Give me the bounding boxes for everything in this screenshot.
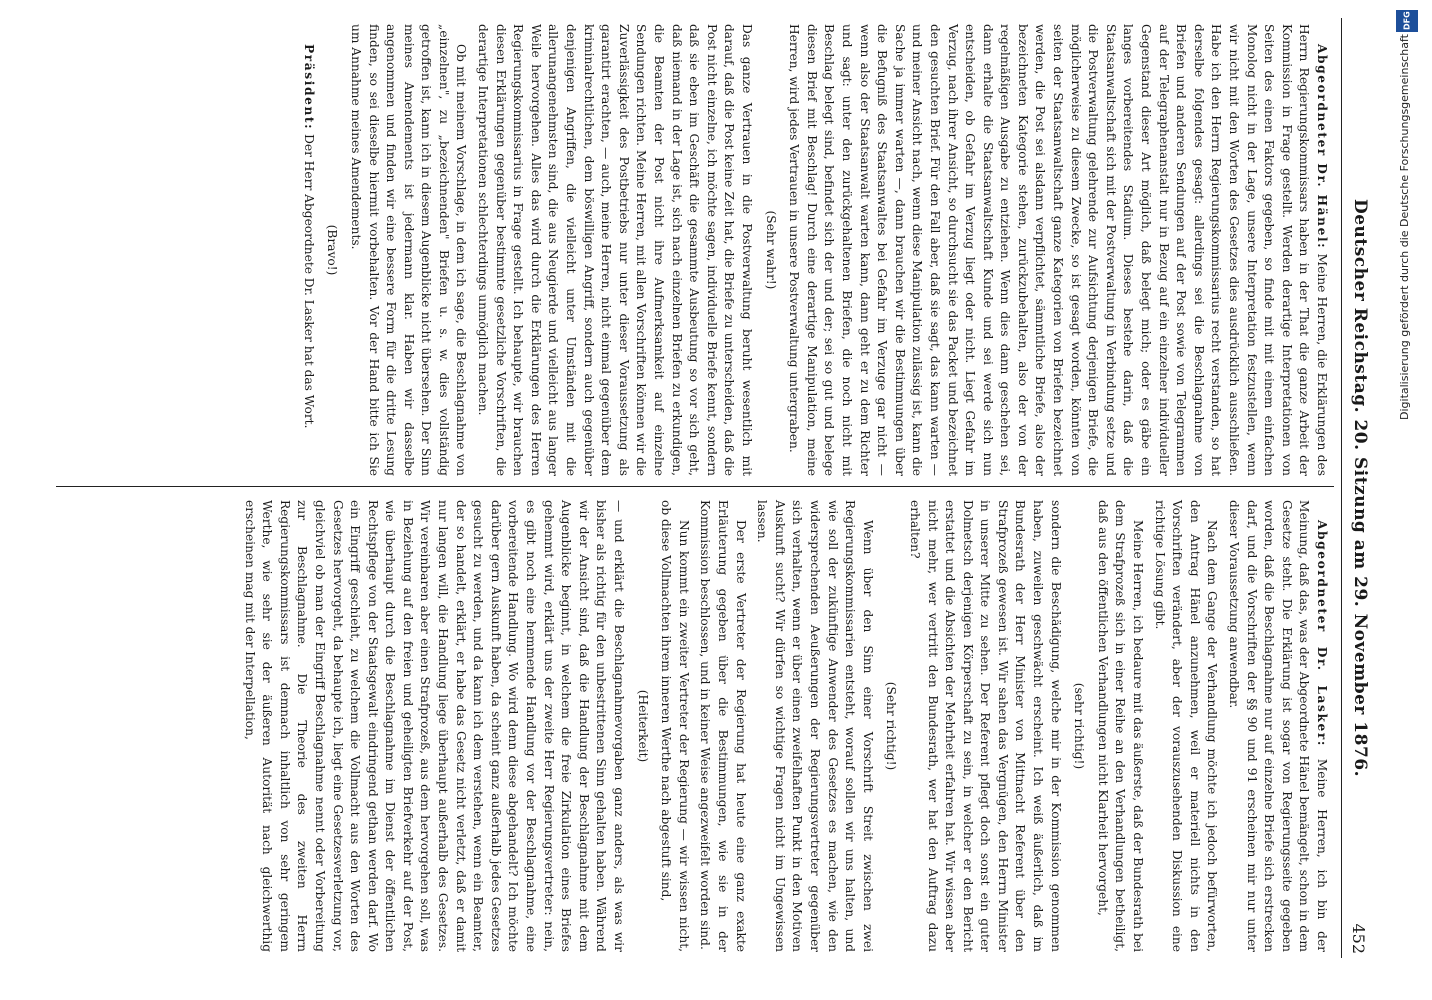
interjection (882, 500, 900, 952)
paragraph (1224, 500, 1330, 952)
page-number: 452 (1349, 923, 1368, 954)
rotated-page (38, 18, 1378, 958)
interjection-text: (sehr richtig!) (1072, 682, 1087, 770)
speaker-name: Präsident: (301, 44, 316, 131)
paragraph-text: Der erste Vertreter der Regierung hat heute eine ganz exakte Erläuterung gegeben über die Bestimmungen, wie sie in der Kommission beschlossen, und in keiner Weise angezweifelt worden sind. (698, 500, 748, 952)
paragraph (299, 24, 317, 476)
paragraph (696, 500, 749, 952)
interjection-text: (Bravo!) (325, 224, 340, 276)
paragraph (474, 24, 756, 476)
paragraph (657, 500, 692, 952)
paragraph (785, 24, 1330, 476)
page-header (1338, 18, 1378, 958)
paragraph-text: Nach dem Gange der Verhandlung möchte ich jedoch befürworten, den Antrag Hänel anzunehmen, weil er materiell nichts in den Vorschriften verändert, aber der vorauszusehenden Diskussion eine richtige Lösung gibt. (1152, 500, 1220, 952)
interjection-text: (Sehr richtig!) (884, 681, 899, 771)
right-column (236, 500, 1330, 952)
paragraph-text: Meine Herren, ich bedaure mit das äußerste, daß der Bundesrath bei dem Strafprozeß sich in einer Reihe an den Verhandlungen betheiligt, daß aus den öffentlichen Verhandlungen nicht Klarheit hervorgeht, (1095, 500, 1146, 952)
speaker-name: Abgeordneter Dr. Hänel: (1315, 44, 1329, 250)
paragraph-text: Wenn über den Sinn einer Vorschrift Streit zwischen zwei Regierungskommissarien entsteht, worauf sollen wir uns halten, und wie soll der zukünftige Anwender des Gesetzes es machen, wie den widersprechenden Aeußerungen der Regierungsvertreter gegenüber sich verhalten, wenn er über einen zweifelhaften Punkt in den Motiven Auskunft sucht? Wir dürfen so wichtige Fragen nicht im Ungewissen lassen. (755, 500, 875, 952)
column-divider (56, 486, 1334, 487)
paragraph-text: Meine Herren, ich bin der Meinung, daß das, was der Abgeordnete Hänel bemängelt, schon in dem Gesetze steht. Die Erklärung ist sogar von Regierungsseite gegeben worden, daß die Beschlagnahme nur auf einzelne Briefe sich erstrecken darf, und die Vorschriften der §§ 90 und 91 erscheinen mir nur unter dieser Voraussetzung anwendbar. (1227, 500, 1329, 952)
paragraph (346, 24, 469, 476)
interjection (323, 24, 341, 476)
left-column (295, 24, 1330, 476)
speaker-name: Abgeordneter Dr. Lasker: (1315, 520, 1329, 748)
dfg-logo: DFG (1396, 10, 1418, 32)
interjection-text: (Sehr wahr!) (763, 210, 778, 290)
dfg-credit (1392, 6, 1428, 994)
paragraph-text: — und erklärt die Beschlagnahmevorgaben ganz anders, als was wir bisher als richtig für den unbestrittenen Sinn gehalten haben. Während wir der Ansicht sind, daß die Handlung der Beschlagnahme mit dem Augenblicke beginnt, in welchem die freie Zirkulation eines Briefes gehemmt wird, erklärt uns der zweite Herr Regierungsvertreter: nein, es gibt noch eine hemmende Handlung vor der Beschlagnahme, eine vorbereitende Handlung. Wo wird denn diese abgehandelt? Ich möchte darüber gern Auskunft haben, da scheint ganz außerhalb jedes Gesetzes gesucht zu werden, und da kann ich dem verstehen, wenn ein Beamter, der so handelt, erklärt, er habe das Gesetz nicht verletzt, daß er damit nur langen will, die Handlung liege überhaupt außerhalb des Gesetzes. Wir vereinbaren aber einen Strafprozeß, aus dem hervorgehen soll, was in Beziehung auf den freien und geheiligten Briefverkehr auf der Post, wie überhaupt durch die Beschlagnahme im Dienst der öffentlichen Rechtspflege von der Staatsgewalt eindringend gethan werden darf. Wo ein Eingriff geschieht, zu welchem die Vollmacht aus den Worten des Gesetzes hervorgeht, da behaupte ich, liegt eine Gesetzesverletzung vor, gleichviel ob man der Eingriff Beschlagnahme nennt oder Vorbereitung zur Beschlagnahme. Die Theorie des zweiten Herrn Regierungskommissars ist demnach inhaltlich von sehr geringem Werthe, wie sehr sie der äußeren Autorität nach gleichwerthig erscheinen mag mit der Interpellation, (242, 500, 627, 952)
interjection (1070, 500, 1088, 952)
interjection (633, 500, 651, 952)
paragraph-text: Das ganze Vertrauen in die Postverwaltung beruht wesentlich mit darauf, daß die Post keine Zeit hat, die Briefe zu unterscheiden, daß die Post nicht einzelne, ich möchte sagen, individuelle Briefe kennt, sondern daß sie eben im Geschäft die gesammte Ausbeutung so vor sich geht, daß niemand in der Lage ist, sich nach einzelnen Briefen zu erkundigen, die Beamten der Post nicht ihre Aufmerksamkeit auf einzelne Sendungen richten. Meine Herren, mit allen Vorschriften können wir die Zuverlässigkeit des Postbetriebs nur unter dieser Voraussetzung als garantirt erachten, — auch, meine Herren, nicht einmal gegenüber dem kriminalrechtlichen, dem böswilligen Angriff, sondern auch gegenüber denjenigen Angriffen, die vielleicht unter Umständen mit die allerunangenehmsten sind, die aus Neugierde und vielleicht aus langer Weile hervorgehen. Alles das wird durch die Erklärungen des Herren Regierungskommissarius in Frage gestellt. Ich behaupte, wir brauchen diesen Erklärungen gegenüber bestimmte gesetzliche Vorschriften, die derartige Interpretationen schlechterdings unmöglich machen. (476, 24, 754, 476)
paragraph-text: Nun kommt ein zweiter Vertreter der Regierung — wir wissen nicht, ob diese Vollmachten ihrem inneren Werthe nach abgestuft sind, (659, 500, 691, 952)
paragraph (753, 500, 876, 952)
paragraph (1150, 500, 1220, 952)
header-rule (1341, 18, 1342, 958)
paragraph-text: Meine Herren, die Erklärungen des Herrn Regierungskommissars haben in der That die ganze Arbeit der Kommission in Frage gestellt. Werden derartige Interpretationen von Seiten des einen Faktors gegeben, so finde mit mit einem einfachen Monolog nicht in der Lage, unsere Interpretation festzustellen, wenn wir nicht mit den Worten des Gesetzes dies ausdrücklich ausschließen. Habe ich den Herrn Regierungskommissarius recht verstanden, so hat derselbe folgendes gesagt: allerdings sei die Beschlagnahme von Briefen und anderen Sendungen auf der Post sowie von Telegrammen auf der Telegraphenanstalt nur in Bezug auf ein einzelner individueller Gegenstand dieser Art möglich, daß belegt mich; oder es gäbe ein langes vorbereitendes Stadium. Dieses bestehe darin, daß die Staatsanwaltschaft sich mit der Postverwaltung in Verbindung setze und die Postverwaltung gelehrende zur Aufsichtung derjenigen Briefe, die möglicherweise zu diesem Zwecke, so ist gesagt worden, könnten von seiten der Staatsanwaltschaft ganze Kategorien von Briefen bezeichnet werden, die Post sei alsdann verpflichtet, sämmtliche Briefe, also der bezeichneten Kategorie stehen, zurückzubehalten, also der von der regelmäßigen Ausgabe zu entziehen. Wenn dies dann geschehen sei, dann erhalte die Staatsanwaltschaft Kunde und sei werde sich nun entscheiden, ob Gefahr im Verzug liegt oder nicht. Liegt Gefahr im Verzug, nach ihrer Ansicht, so durchsucht sie das Packet und bezeichnet den gesuchten Brief. Für den Fall aber, daß sie sagt, das kann warten — und meiner Ansicht nach, wenn diese Manipulation zulässig ist, kann die Sache ja immer warten —, dann brauchen wir die Bestimmungen über die Befugniß des Staatsanwaltes bei Gefahr im Verzuge gar nicht — wenn also der Staatsanwalt warten kann, dann geht er zu dem Richter und sagt: unter den zurückgehaltenen Briefen, die noch nicht mit Beschlag belegt sind, befindet sich der und der; sei so gut und belege diesen Brief mit Beschlag! Durch eine derartige Manipulation, meine Herren, wird jedes Vertrauen in unsere Postverwaltung untergraben. (787, 24, 1329, 476)
paragraph (1093, 500, 1146, 952)
paragraph-text: Der Herr Abgeordnete Dr. Lasker hat das Wort. (301, 134, 316, 429)
paragraph-text: Ob mit meinem Vorschlage, in dem ich sage, die Beschlagnahme von „einzelnen", zu „bezeichnenden" Briefen u. s. w. dies vollständig getroffen ist, kann ich in diesem Augenblicke nicht übersehen. Der Sinn meines Amendements ist jedermann klar. Haben wir dasselbe angenommen und finden wir eine bessere Form für die dritte Lesung finden, so sei dieselbe hiermit vorbehalten. Vor der Hand bitte ich Sie um Annahme meines Amendements. (348, 24, 469, 476)
digitization-credit: Digitalisierung gefördert durch die Deutsche Forschungsgemeinschaft (1398, 34, 1411, 420)
paragraph-text: sondern die Beschädigung, welche mir in der Kommission genommen haben, zuweilen geschwächt erscheint. Ich weiß äußerlich, daß im Bundesrath der Herr Minister von Mittnacht Referent über den Strafprozeß gewesen ist. Wir sahen das Vergnügen, den Herrn Minister in unserer Mitte zu sehen. Der Referent pflegt doch sonst ein guter Dolmetsch derjenigen Körperschaft zu sein, in welcher er den Bericht erstattet und die Absichten der Mehrheit erfahren hat. Wir wissen aber nicht mehr, wer vertritt den Bundesrath, wer hat den Auftrag dazu erhalten? (907, 500, 1063, 952)
interjection (761, 24, 779, 476)
interjection-text: (Heiterkeit) (635, 689, 650, 763)
paragraph (905, 500, 1063, 952)
paragraph (240, 500, 627, 952)
page-title: Deutscher Reichstag. 20. Sitzung am 29. November 1876. (1350, 198, 1370, 778)
